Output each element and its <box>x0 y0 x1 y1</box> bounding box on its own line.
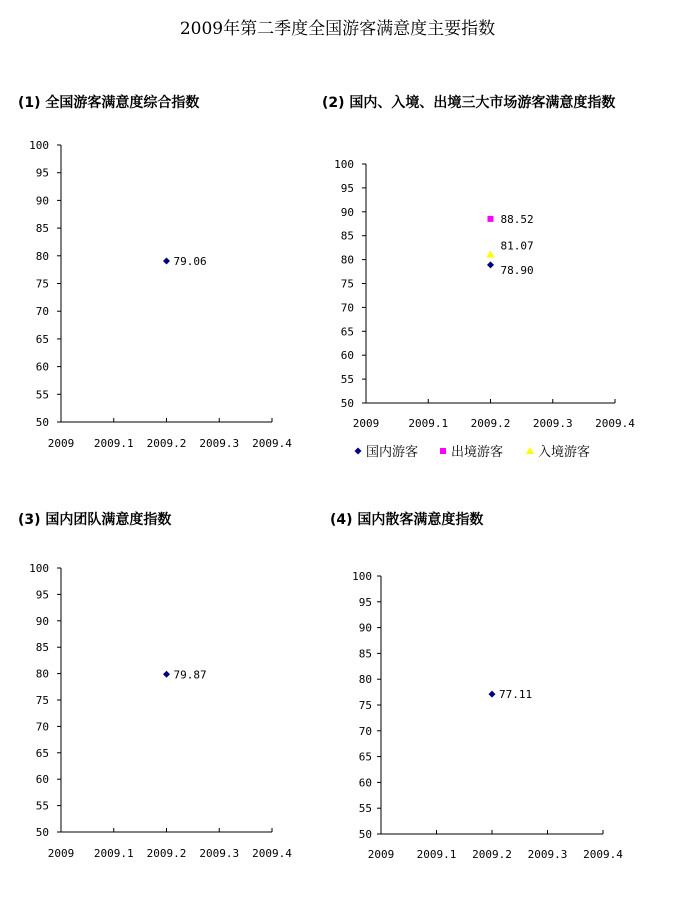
y-tick-label: 50 <box>358 828 372 841</box>
x-tick-label: 2009.1 <box>93 847 134 860</box>
y-tick-label: 100 <box>29 562 49 575</box>
y-tick-label: 70 <box>35 305 49 319</box>
data-label: 79.87 <box>173 668 207 682</box>
data-label: 77.11 <box>499 688 533 702</box>
data-label: 78.90 <box>500 263 534 277</box>
y-tick-label: 60 <box>35 360 49 374</box>
chart-4-title: (4) 国内散客满意度指数 <box>330 512 484 528</box>
chart-3-title: (3) 国内团队满意度指数 <box>18 512 172 528</box>
y-tick-label: 100 <box>352 570 372 583</box>
x-tick-label: 2009.4 <box>583 848 623 861</box>
y-tick-label: 50 <box>35 826 49 839</box>
y-tick-label: 80 <box>358 673 372 687</box>
x-tick-label: 2009.3 <box>199 437 240 450</box>
y-tick-label: 95 <box>358 595 372 609</box>
x-tick-label: 2009.2 <box>470 417 511 430</box>
y-tick-label: 95 <box>35 588 49 602</box>
x-tick-label: 2009.3 <box>199 847 240 860</box>
y-tick-label: 50 <box>35 416 49 429</box>
y-tick-label: 75 <box>358 699 372 712</box>
chart-2-title: (2) 国内、入境、出境三大市场游客满意度指数 <box>322 95 616 111</box>
y-tick-label: 55 <box>340 373 354 387</box>
y-tick-label: 90 <box>35 614 49 628</box>
legend-label: 出境游客 <box>451 445 504 460</box>
x-tick-label: 2009.3 <box>532 417 573 430</box>
y-tick-label: 75 <box>35 277 49 291</box>
y-tick-label: 75 <box>35 694 49 707</box>
x-tick-label: 2009.2 <box>146 437 187 450</box>
x-tick-label: 2009.1 <box>408 417 449 430</box>
y-tick-label: 80 <box>340 253 354 267</box>
y-tick-label: 65 <box>358 750 372 764</box>
y-tick-label: 80 <box>35 667 49 681</box>
y-tick-label: 50 <box>340 397 354 410</box>
y-tick-label: 95 <box>340 181 354 195</box>
y-tick-label: 90 <box>340 205 354 219</box>
x-tick-label: 2009.3 <box>527 848 568 861</box>
x-tick-label: 2009.4 <box>595 417 635 430</box>
y-tick-label: 100 <box>29 139 49 152</box>
y-tick-label: 60 <box>358 776 372 790</box>
x-tick-label: 2009.1 <box>93 437 134 450</box>
x-tick-label: 2009.1 <box>416 848 457 861</box>
x-tick-label: 2009 <box>47 847 75 860</box>
y-tick-label: 55 <box>358 802 372 816</box>
x-tick-label: 2009 <box>367 848 395 861</box>
y-tick-label: 85 <box>35 222 49 236</box>
x-tick-label: 2009.4 <box>252 847 292 860</box>
y-tick-label: 80 <box>35 249 49 263</box>
y-tick-label: 85 <box>35 641 49 655</box>
x-tick-label: 2009 <box>352 417 380 430</box>
y-tick-label: 70 <box>358 724 372 738</box>
y-tick-label: 55 <box>35 799 49 813</box>
data-label: 79.06 <box>173 255 207 269</box>
data-point <box>489 691 496 698</box>
legend-label: 国内游客 <box>366 445 419 460</box>
y-tick-label: 70 <box>35 720 49 734</box>
legend-label: 入境游客 <box>538 445 591 460</box>
y-tick-label: 65 <box>35 746 49 760</box>
y-tick-label: 55 <box>35 388 49 402</box>
y-tick-label: 90 <box>35 194 49 208</box>
y-tick-label: 90 <box>358 621 372 635</box>
page-title: 2009年第二季度全国游客满意度主要指数 <box>179 19 496 39</box>
x-tick-label: 2009 <box>47 437 75 450</box>
x-tick-label: 2009.2 <box>146 847 187 860</box>
data-label: 81.07 <box>500 239 534 253</box>
y-tick-label: 65 <box>35 332 49 346</box>
y-tick-label: 60 <box>35 773 49 787</box>
y-tick-label: 70 <box>340 301 354 315</box>
x-tick-label: 2009.2 <box>472 848 512 861</box>
chart-1-title: (1) 全国游客满意度综合指数 <box>18 95 200 111</box>
y-tick-label: 85 <box>358 647 372 661</box>
y-tick-label: 95 <box>35 166 49 180</box>
x-tick-label: 2009.4 <box>252 437 292 450</box>
y-tick-label: 100 <box>334 158 354 171</box>
y-tick-label: 85 <box>340 229 354 243</box>
y-tick-label: 65 <box>340 325 354 339</box>
y-tick-label: 75 <box>340 277 354 291</box>
data-label: 88.52 <box>500 212 534 226</box>
y-tick-label: 60 <box>340 349 354 363</box>
